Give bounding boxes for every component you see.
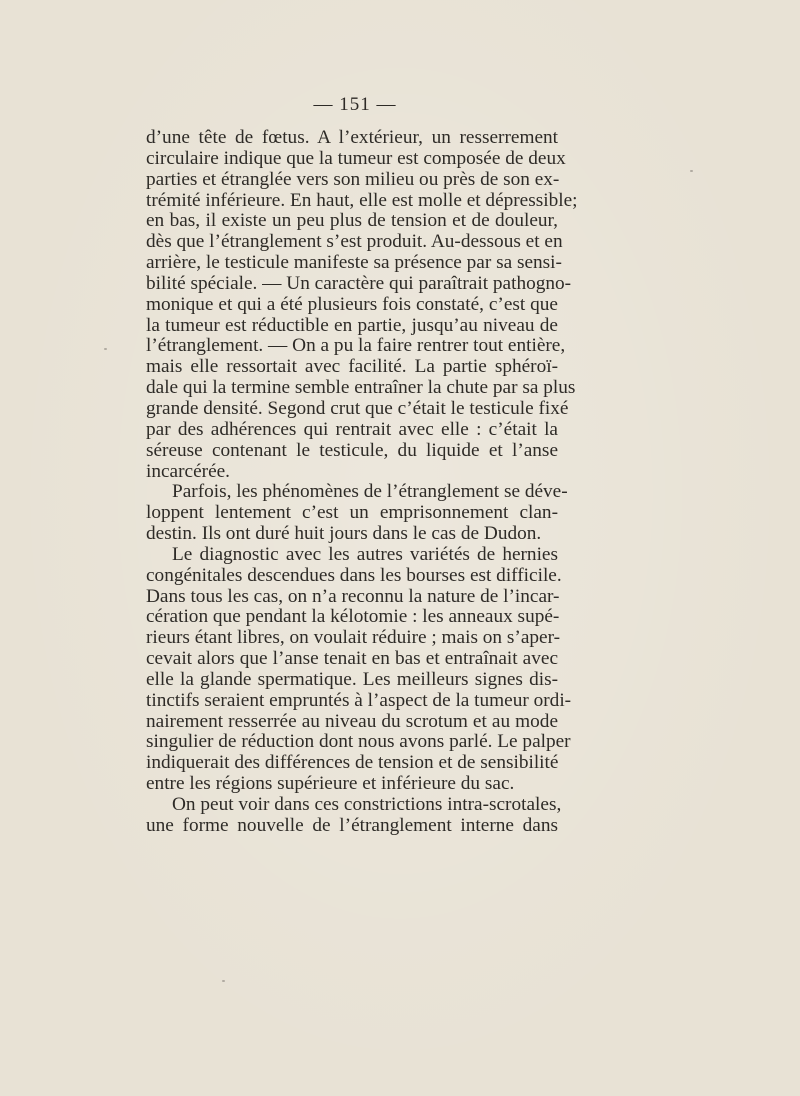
text-line: incarcérée.: [146, 460, 231, 482]
text-line: une forme nouvelle de l’étranglement interne dans: [146, 814, 558, 836]
text-line: elle la glande spermatique. Les meilleurs signes dis-: [146, 668, 558, 690]
text-line: singulier de réduction dont nous avons parlé. Le palper: [146, 731, 571, 753]
text-line: la tumeur est réductible en partie, jusqu’au niveau de: [146, 314, 558, 336]
text-line: Dans tous les cas, on n’a reconnu la nature de l’incar-: [146, 585, 560, 607]
text-line: dale qui la termine semble entraîner la chute par sa plus: [146, 377, 576, 399]
text-line: l’étranglement. — On a pu la faire rentrer tout entière,: [146, 335, 566, 357]
text-line: trémité inférieure. En haut, elle est molle et dépressible;: [146, 189, 578, 211]
text-line: bilité spéciale. — Un caractère qui paraîtrait pathogno-: [146, 272, 572, 294]
paper-speck: [222, 980, 225, 982]
text-line: mais elle ressortait avec facilité. La partie sphéroï-: [146, 356, 558, 378]
text-line: loppent lentement c’est un emprisonnement clan-: [146, 502, 558, 524]
text-line: tinctifs seraient empruntés à l’aspect de la tumeur ordi-: [146, 689, 572, 711]
text-line: arrière, le testicule manifeste sa présence par sa sensi-: [146, 252, 562, 274]
text-line: congénitales descendues dans les bourses est difficile.: [146, 564, 562, 586]
text-line: indiquerait des différences de tension et de sensibilité: [146, 752, 559, 774]
text-line: parties et étranglée vers son milieu ou près de son ex-: [146, 168, 560, 190]
text-line: entre les régions supérieure et inférieure du sac.: [146, 773, 515, 795]
paper-speck: [690, 170, 693, 172]
text-line: Le diagnostic avec les autres variétés de hernies: [172, 543, 558, 565]
text-line: On peut voir dans ces constrictions intra-scrotales,: [172, 794, 562, 815]
paper-speck: [104, 348, 107, 350]
text-line: par des adhérences qui rentrait avec elle : c’était la: [146, 418, 558, 440]
text-line: circulaire indique que la tumeur est composée de deux: [146, 147, 566, 169]
text-line: dès que l’étranglement s’est produit. Au-dessous et en: [146, 231, 563, 253]
page-number: — 151 —: [313, 94, 397, 115]
text-line: cération que pendant la kélotomie : les anneaux supé-: [146, 606, 560, 628]
text-line: d’une tête de fœtus. A l’extérieur, un resserrement: [146, 127, 558, 148]
text-line: en bas, il existe un peu plus de tension et de douleur,: [146, 210, 558, 232]
text-line: monique et qui a été plusieurs fois constaté, c’est que: [146, 293, 558, 315]
text-line: Parfois, les phénomènes de l’étranglement se déve-: [172, 481, 568, 503]
text-line: cevait alors que l’anse tenait en bas et entraînait avec: [146, 648, 558, 670]
text-line: grande densité. Segond crut que c’était le testicule fixé: [146, 397, 569, 419]
text-line: séreuse contenant le testicule, du liquide et l’anse: [146, 439, 558, 461]
text-line: nairement resserrée au niveau du scrotum et au mode: [146, 710, 558, 732]
text-line: destin. Ils ont duré huit jours dans le cas de Dudon.: [146, 523, 542, 545]
body-text: [146, 127, 578, 837]
text-line: rieurs étant libres, on voulait réduire ; mais on s’aper-: [146, 627, 561, 649]
